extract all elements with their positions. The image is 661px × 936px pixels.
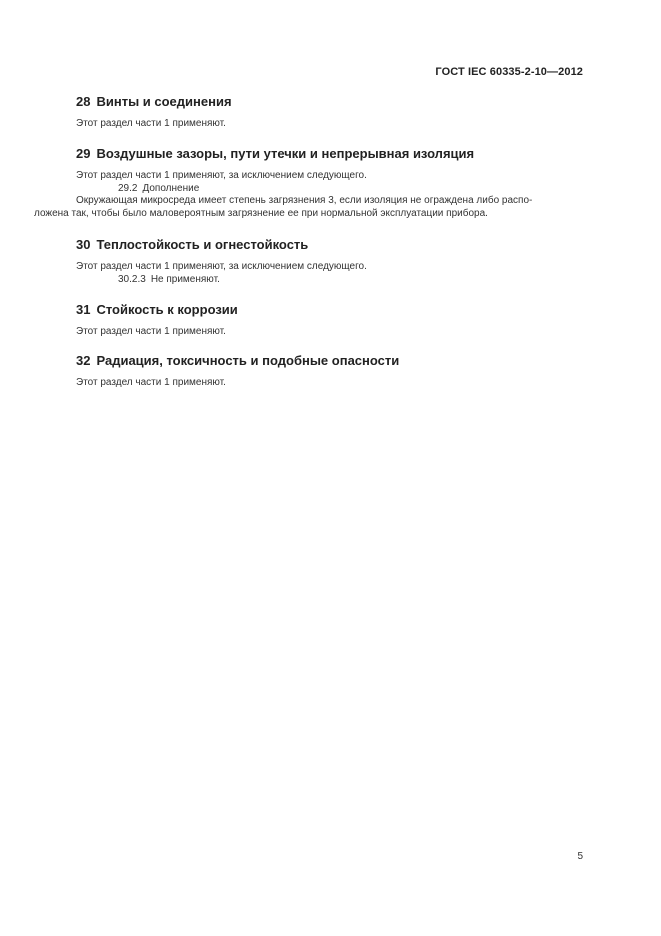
section-title: Радиация, токсичность и подобные опасности (96, 353, 400, 368)
section-text: Этот раздел части 1 применяют. (76, 326, 226, 337)
section-heading (76, 146, 583, 162)
section-heading (76, 353, 583, 369)
section-31 (34, 302, 583, 339)
section-title: Воздушные зазоры, пути утечки и непрерывная изоляция (96, 146, 475, 161)
section-text: Этот раздел части 1 применяют, за исключением следующего. (76, 170, 367, 181)
section-text: Этот раздел части 1 применяют, за исключением следующего. (76, 261, 367, 272)
paragraph-line: Окружающая микросреда имеет степень загрязнения 3, если изоляция не ограждена либо распо- (76, 195, 533, 206)
section-title: Стойкость к коррозии (96, 302, 238, 317)
section-28 (34, 94, 583, 131)
section-30 (34, 237, 583, 286)
document-standard-header: ГОСТ IEC 60335-2-10—2012 (435, 66, 583, 78)
paragraph-line: ложена так, чтобы было маловероятным загрязнение ее при нормальной эксплуатации прибора. (34, 207, 488, 219)
section-body (34, 118, 583, 131)
section-heading (76, 237, 583, 253)
section-title: Теплостойкость и огнестойкость (96, 237, 309, 252)
section-number: 28 (76, 94, 91, 109)
subclause-label: Не применяют. (150, 273, 220, 285)
section-29 (34, 146, 583, 220)
section-text: Этот раздел части 1 применяют. (76, 377, 226, 388)
section-body (34, 377, 583, 390)
subclause (34, 183, 583, 196)
subclause-number: 30.2.3 (118, 273, 146, 285)
section-number: 32 (76, 353, 91, 368)
section-body (34, 261, 583, 286)
section-32 (34, 353, 583, 390)
subclause-number: 29.2 (118, 182, 138, 194)
section-heading (76, 302, 583, 318)
section-body (34, 170, 583, 220)
section-number: 29 (76, 146, 91, 161)
page-number: 5 (577, 851, 583, 862)
section-number: 31 (76, 302, 91, 317)
subclause (34, 274, 583, 287)
section-number: 30 (76, 237, 91, 252)
section-heading (76, 94, 583, 110)
subclause-label: Дополнение (142, 182, 200, 194)
section-text: Этот раздел части 1 применяют. (76, 118, 226, 129)
section-title: Винты и соединения (96, 94, 232, 109)
section-body (34, 326, 583, 339)
